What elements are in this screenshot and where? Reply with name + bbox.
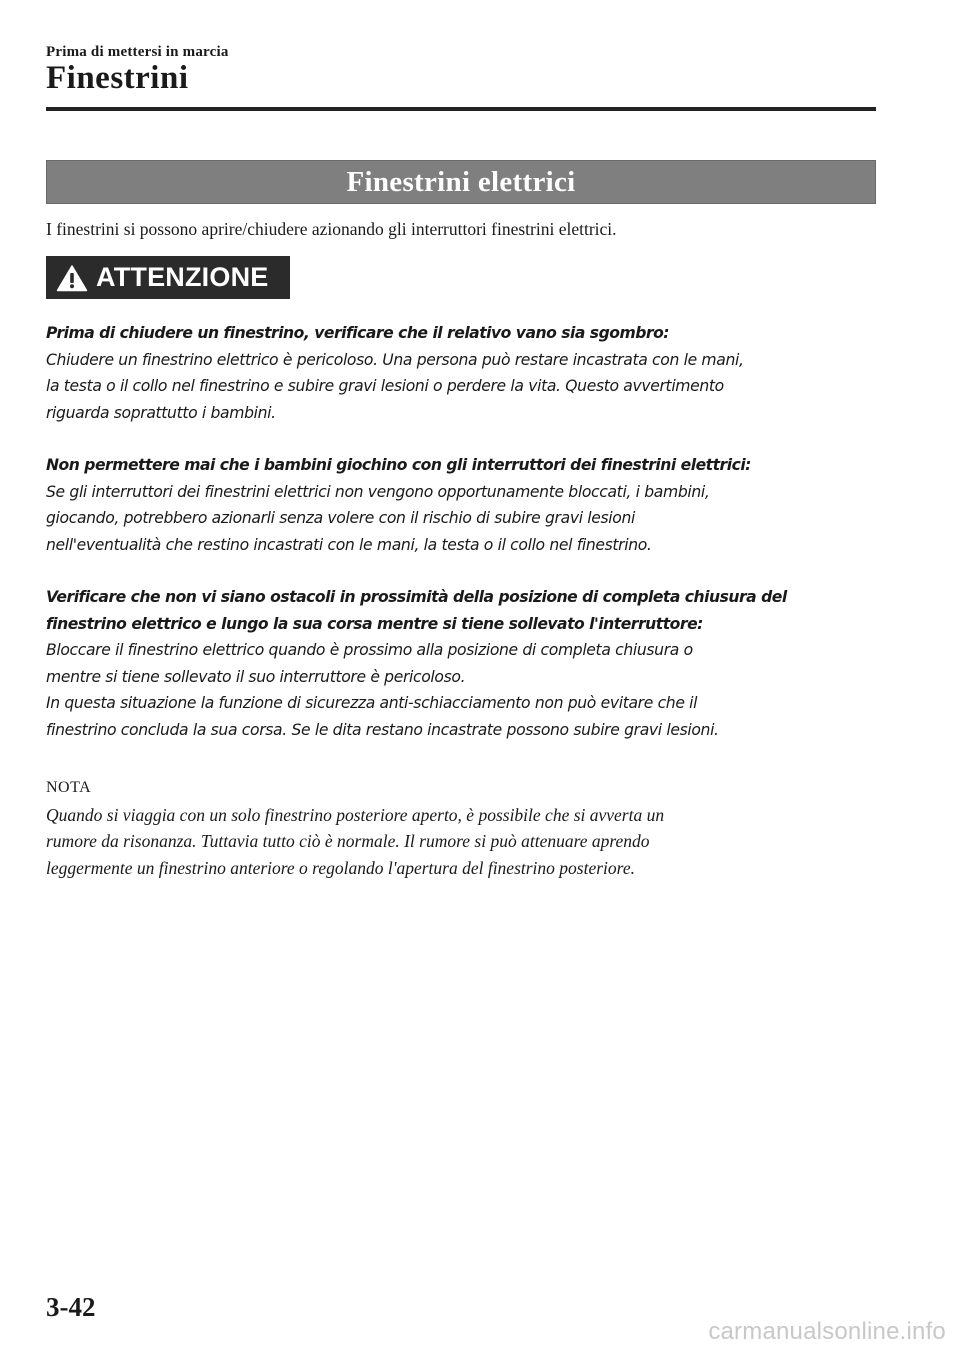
- warning-line: nell'eventualità che restino incastrati con le mani, la testa o il collo nel finestrino.: [46, 535, 652, 554]
- watermark: carmanualsonline.info: [708, 1318, 946, 1345]
- warning-block: [46, 452, 876, 558]
- warning-heading: Non permettere mai che i bambini giochino con gli interruttori dei finestrini elettrici:: [46, 456, 751, 474]
- note-line: rumore da risonanza. Tuttavia tutto ciò è normale. Il rumore si può attenuare aprendo: [46, 831, 650, 851]
- warning-line: In questa situazione la funzione di sicurezza anti-schiacciamento non può evitare che il: [46, 694, 698, 712]
- topic-banner: Finestrini elettrici: [46, 160, 876, 204]
- warning-triangle-icon: [56, 264, 88, 292]
- header-rule: [46, 107, 876, 111]
- warning-block: [46, 320, 876, 426]
- warning-line: la testa o il collo nel finestrino e subire gravi lesioni o perdere la vita. Questo avvertimento: [46, 377, 724, 395]
- warning-line: Se gli interruttori dei finestrini elettrici non vengono opportunamente bloccati, i bambini,: [46, 482, 710, 501]
- warning-line: finestrino concluda la sua corsa. Se le dita restano incastrate possono subire gravi lesioni.: [46, 720, 719, 739]
- note-line: leggermente un finestrino anteriore o regolando l'apertura del finestrino posteriore.: [46, 857, 635, 878]
- note-section: [46, 775, 876, 881]
- warning-line: riguarda soprattutto i bambini.: [46, 403, 276, 422]
- warning-heading: Verificare che non vi siano ostacoli in prossimità della posizione di completa chiusura del: [46, 588, 787, 606]
- warning-heading: finestrino elettrico e lungo la sua corsa mentre si tiene sollevato l'interruttore:: [46, 614, 703, 633]
- warning-label: ATTENZIONE: [96, 262, 269, 292]
- note-label: NOTA: [46, 779, 92, 796]
- page-number: 3-42: [46, 1292, 96, 1322]
- warning-block: [46, 584, 876, 743]
- warning-badge: [46, 256, 290, 299]
- warning-heading: Prima di chiudere un finestrino, verificare che il relativo vano sia sgombro:: [46, 324, 670, 342]
- intro-text: I finestrini si possono aprire/chiudere azionando gli interruttori finestrini elettrici.: [46, 219, 617, 239]
- note-line: Quando si viaggia con un solo finestrino posteriore aperto, è possibile che si avverta un: [46, 804, 665, 825]
- warning-line: Bloccare il finestrino elettrico quando è prossimo alla posizione di completa chiusura o: [46, 641, 693, 659]
- warning-body: [46, 320, 876, 769]
- section-title: Finestrini: [46, 60, 189, 96]
- warning-line: Chiudere un finestrino elettrico è pericoloso. Una persona può restare incastrata con le mani,: [46, 350, 744, 369]
- warning-line: mentre si tiene sollevato il suo interruttore è pericoloso.: [46, 667, 466, 686]
- warning-line: giocando, potrebbero azionarli senza volere con il rischio di subire gravi lesioni: [46, 509, 635, 527]
- chapter-title: Prima di mettersi in marcia: [46, 44, 229, 60]
